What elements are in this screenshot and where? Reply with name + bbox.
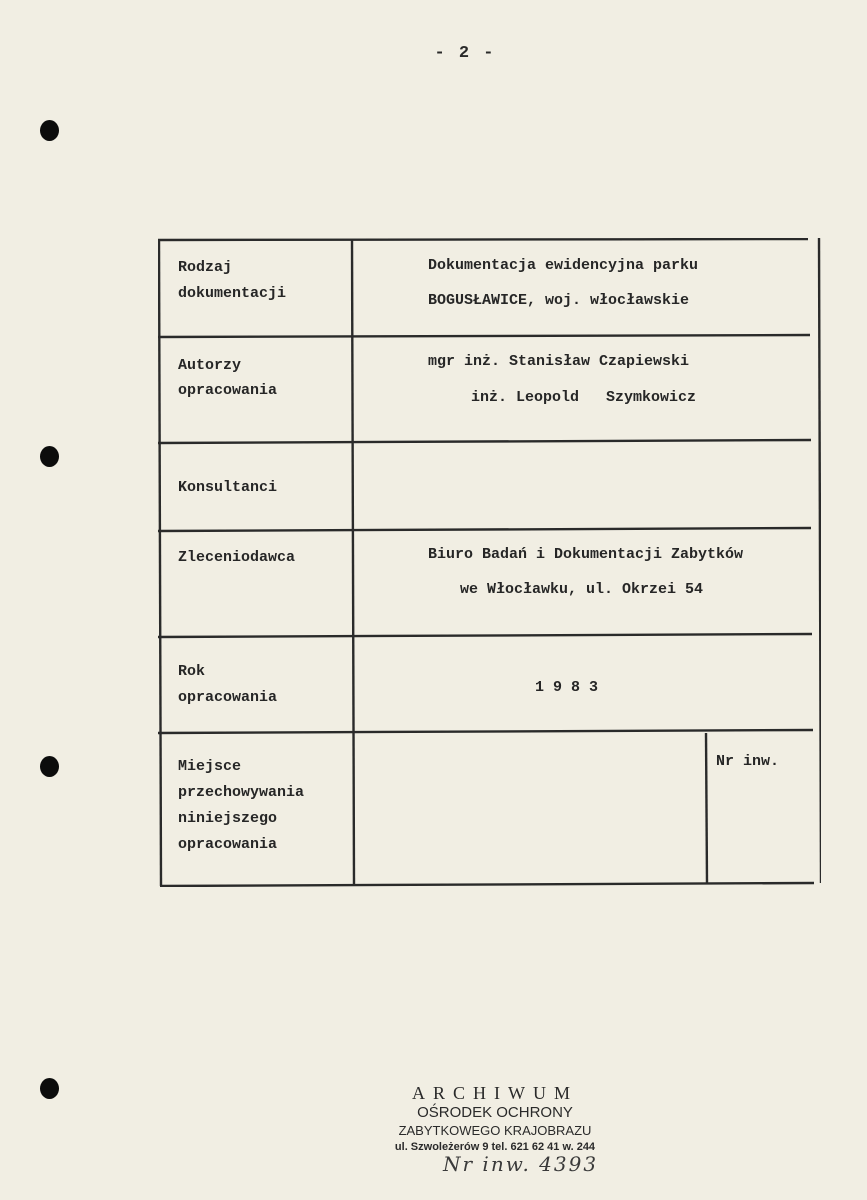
row-value: inż. Leopold Szymkowicz (471, 389, 697, 406)
stamp-subtitle: ZABYTKOWEGO KRAJOBRAZU (398, 1123, 592, 1138)
page-number: - 2 - (434, 44, 496, 63)
row-label: niniejszego (178, 810, 278, 827)
stamp-name: OŚRODEK OCHRONY (417, 1104, 573, 1121)
row-label: opracowania (178, 689, 278, 706)
stamp-address: ul. Szwoleżerów 9 tel. 621 62 41 w. 244 (394, 1141, 596, 1153)
inventory-number-label: Nr inw. (716, 753, 780, 770)
row-label: opracowania (178, 382, 278, 399)
row-label: Miejsce (178, 758, 242, 775)
row-value: we Włocławku, ul. Okrzei 54 (460, 581, 704, 598)
punch-hole (40, 446, 59, 467)
row-label: dokumentacji (178, 285, 287, 302)
row-label: Rok (178, 663, 206, 680)
handwritten-inventory-note: Nr inw. 4393 (443, 1152, 599, 1176)
stamp-title: ARCHIWUM (412, 1083, 578, 1103)
documentation-form-table (158, 238, 821, 887)
punch-hole (40, 1078, 59, 1099)
punch-hole (40, 120, 59, 141)
row-value: BOGUSŁAWICE, woj. włocławskie (428, 292, 690, 309)
row-value: Dokumentacja ewidencyjna parku (428, 257, 699, 274)
punch-hole (40, 756, 59, 777)
row-label: opracowania (178, 836, 278, 853)
row-value: Biuro Badań i Dokumentacji Zabytków (428, 546, 744, 563)
row-value: mgr inż. Stanisław Czapiewski (428, 353, 690, 370)
row-label: Rodzaj (178, 259, 233, 276)
row-label: przechowywania (178, 784, 305, 801)
year-value: 1 9 8 3 (535, 679, 599, 696)
archive-stamp (375, 1082, 615, 1155)
row-label: Autorzy (178, 357, 242, 374)
row-label: Zleceniodawca (178, 549, 296, 566)
row-label: Konsultanci (178, 479, 278, 496)
